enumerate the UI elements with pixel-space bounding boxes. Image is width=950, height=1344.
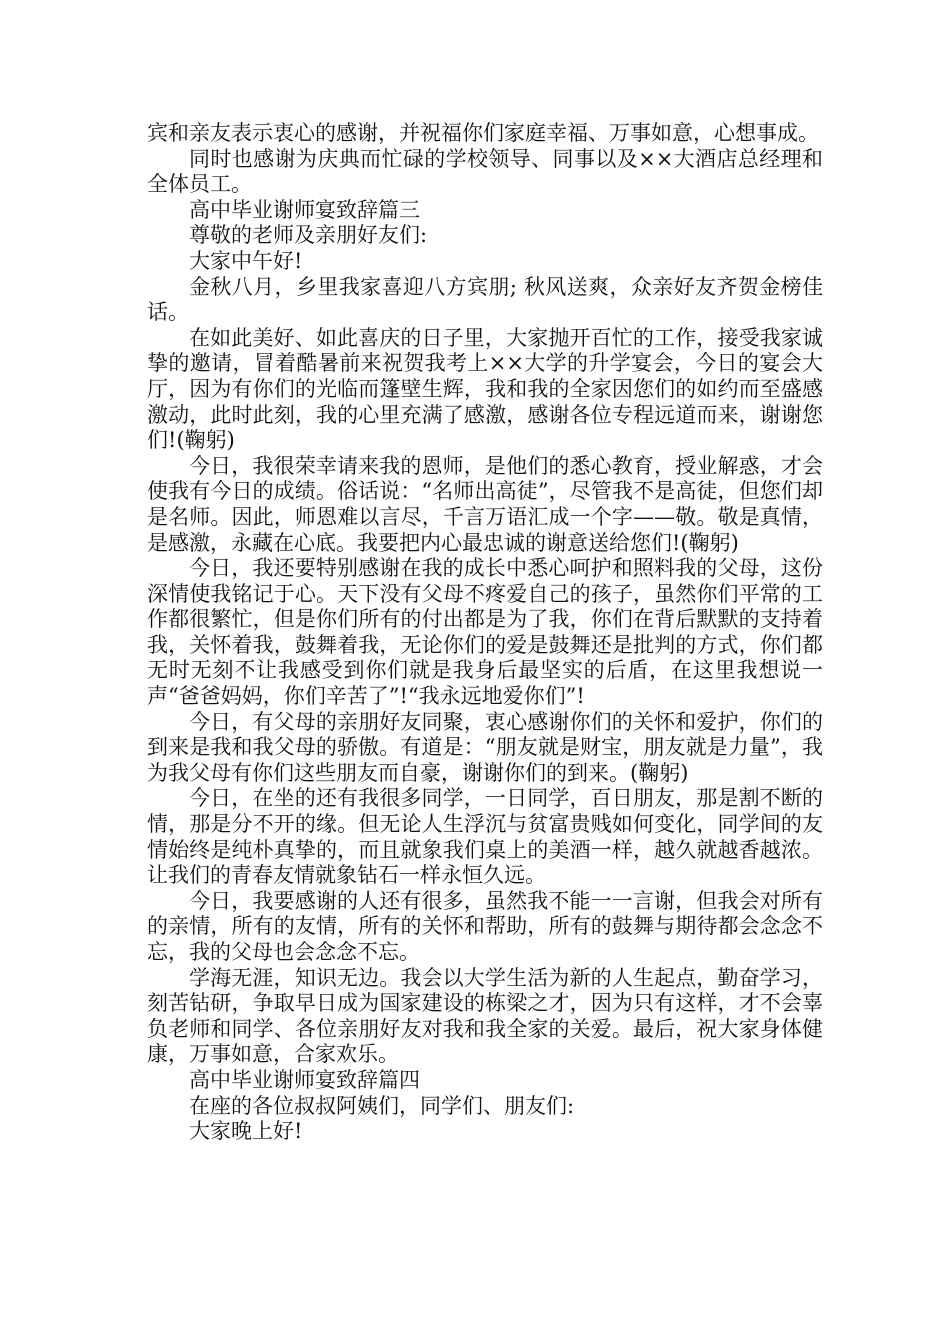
salutation: 尊敬的老师及亲朋好友们: xyxy=(189,223,428,248)
paragraph: 今日，有父母的亲朋好友同聚，衷心感谢你们的关怀和爱护，你们的到来是我和我父母的骄傲。有道是：“朋友就是财宝，朋友就是力量”，我为我父母有你们这些朋友而自豪，谢谢你们的到来。(鞠躬) xyxy=(147,709,823,785)
paragraph: 同时也感谢为庆典而忙碌的学校领导、同事以及××大酒店总经理和全体员工。 xyxy=(147,146,823,197)
paragraph-continuation: 宾和亲友表示衷心的感谢，并祝福你们家庭幸福、万事如意，心想事成。 xyxy=(147,121,819,145)
paragraph: 今日，我很荣幸请来我的恩师，是他们的悉心教育，授业解惑，才会使我有今日的成绩。俗话说：“名师出高徒”，尽管我不是高徒，但您们却是名师。因此，师恩难以言尽，千言万语汇成一个字——敬。敬是真情，是感激，永藏在心底。我要把内心最忠诚的谢意送给您们!(鞠躬) xyxy=(147,453,823,555)
document-page xyxy=(147,121,823,1145)
paragraph: 在如此美好、如此喜庆的日子里，大家抛开百忙的工作，接受我家诚挚的邀请，冒着酷暑前来祝贺我考上××大学的升学宴会，今日的宴会大厅，因为有你们的光临而篷壁生辉，我和我的全家因您们的如约而至盛感激动，此时此刻，我的心里充满了感激，感谢各位专程远道而来，谢谢您们!(鞠躬) xyxy=(147,325,823,453)
salutation: 在座的各位叔叔阿姨们，同学们、朋友们: xyxy=(189,1093,575,1118)
greeting: 大家晚上好! xyxy=(189,1119,303,1144)
paragraph: 金秋八月，乡里我家喜迎八方宾朋; 秋风送爽，众亲好友齐贺金榜佳话。 xyxy=(147,274,823,325)
section-heading: 高中毕业谢师宴致辞篇四 xyxy=(189,1067,420,1092)
section-heading: 高中毕业谢师宴致辞篇三 xyxy=(189,197,420,222)
paragraph: 学海无涯，知识无边。我会以大学生活为新的人生起点，勤奋学习，刻苦钻研，争取早日成为国家建设的栋梁之才，因为只有这样，才不会辜负老师和同学、各位亲朋好友对我和我全家的关爱。最后，祝大家身体健康，万事如意，合家欢乐。 xyxy=(147,965,823,1067)
greeting: 大家中午好! xyxy=(189,248,303,273)
paragraph: 今日，在坐的还有我很多同学，一日同学，百日朋友，那是割不断的情，那是分不开的缘。但无论人生浮沉与贫富贵贱如何变化，同学间的友情始终是纯朴真挚的，而且就象我们桌上的美酒一样，越久就越香越浓。让我们的青春友情就象钻石一样永恒久远。 xyxy=(147,786,823,888)
paragraph: 今日，我要感谢的人还有很多，虽然我不能一一言谢，但我会对所有的亲情，所有的友情，所有的关怀和帮助，所有的鼓舞与期待都会念念不忘，我的父母也会念念不忘。 xyxy=(147,888,823,964)
paragraph: 今日，我还要特别感谢在我的成长中悉心呵护和照料我的父母，这份深情使我铭记于心。天下没有父母不疼爱自己的孩子，虽然你们平常的工作都很繁忙，但是你们所有的付出都是为了我，你们在背后默默的支持着我，关怀着我，鼓舞着我，无论你们的爱是鼓舞还是批判的方式，你们都无时无刻不让我感受到你们就是我身后最坚实的后盾，在这里我想说一声“爸爸妈妈，你们辛苦了”!“我永远地爱你们”! xyxy=(147,556,823,709)
